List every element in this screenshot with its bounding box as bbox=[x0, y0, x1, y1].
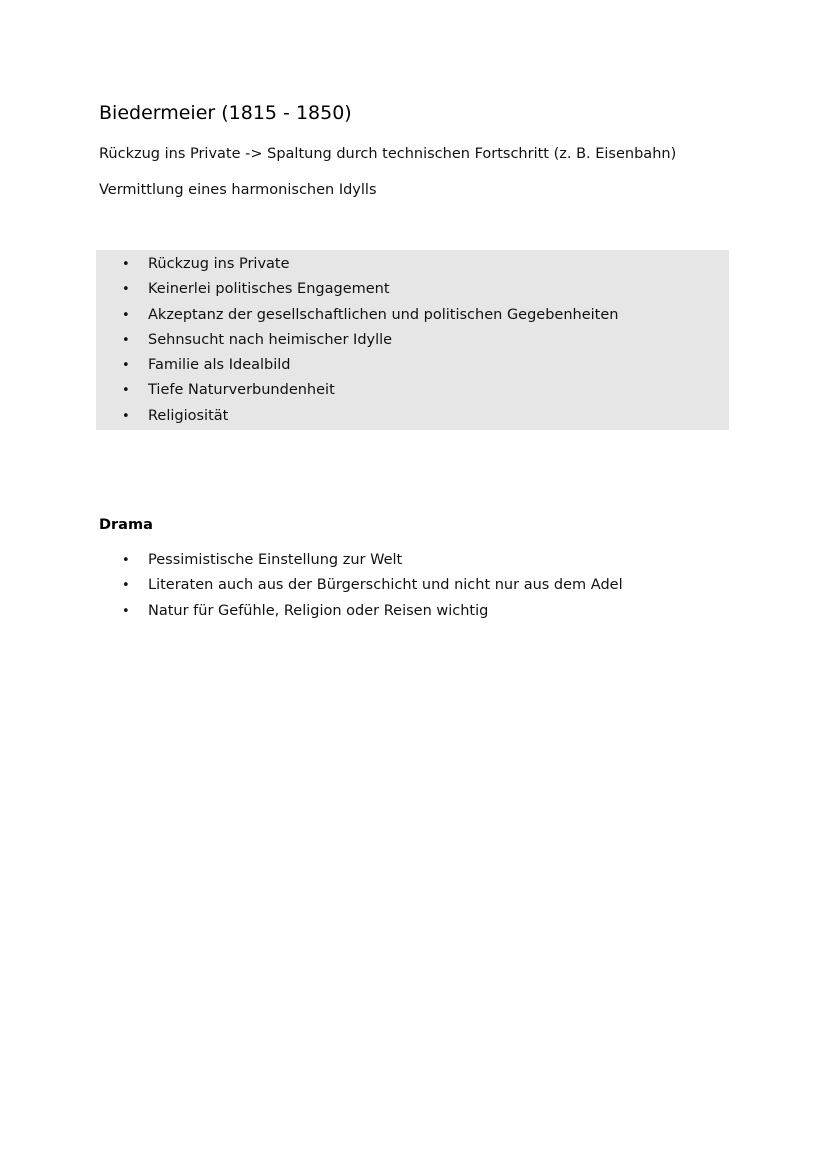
bullet-icon: • bbox=[122, 332, 130, 348]
bullet-icon: • bbox=[122, 553, 130, 568]
shaded-characteristics-box bbox=[96, 250, 729, 430]
list-item bbox=[96, 548, 729, 573]
bullet-icon: • bbox=[122, 358, 130, 374]
list-item bbox=[96, 378, 729, 403]
list-item bbox=[96, 277, 729, 302]
list-item-text: Familie als Idealbild bbox=[148, 357, 291, 374]
list-item-text: Religiosität bbox=[148, 407, 229, 424]
list-item-text: Sehnsucht nach heimischer Idylle bbox=[148, 331, 393, 348]
bullet-icon: • bbox=[122, 307, 130, 323]
list-item bbox=[96, 303, 729, 328]
list-item bbox=[96, 328, 729, 353]
list-item bbox=[96, 353, 729, 378]
bullet-icon: • bbox=[122, 257, 130, 272]
list-item-text: Natur für Gefühle, Religion oder Reisen wichtig bbox=[148, 602, 489, 619]
bullet-icon: • bbox=[122, 578, 130, 594]
list-item-text: Pessimistische Einstellung zur Welt bbox=[148, 552, 403, 568]
bullet-icon: • bbox=[122, 282, 130, 298]
page-title: Biedermeier (1815 - 1850) bbox=[99, 102, 352, 124]
list-item-text: Keinerlei politisches Engagement bbox=[148, 281, 390, 298]
paragraph-harmonious-idyll: Vermittlung eines harmonischen Idylls bbox=[99, 182, 377, 198]
characteristics-list bbox=[96, 252, 729, 429]
list-item bbox=[96, 573, 729, 598]
list-item-text: Akzeptanz der gesellschaftlichen und politischen Gegebenheiten bbox=[148, 306, 619, 323]
paragraph-private-retreat: Rückzug ins Private -> Spaltung durch technischen Fortschritt (z. B. Eisenbahn) bbox=[99, 146, 677, 162]
section-heading-drama: Drama bbox=[99, 517, 153, 533]
bullet-icon: • bbox=[122, 603, 130, 619]
list-item-text: Rückzug ins Private bbox=[148, 256, 290, 272]
drama-list bbox=[96, 548, 729, 624]
bullet-icon: • bbox=[122, 383, 130, 399]
bullet-icon: • bbox=[122, 408, 130, 424]
list-item-text: Literaten auch aus der Bürgerschicht und nicht nur aus dem Adel bbox=[148, 577, 623, 594]
list-item bbox=[96, 599, 729, 624]
list-item-text: Tiefe Naturverbundenheit bbox=[148, 382, 335, 399]
list-item bbox=[96, 252, 729, 277]
list-item bbox=[96, 404, 729, 429]
